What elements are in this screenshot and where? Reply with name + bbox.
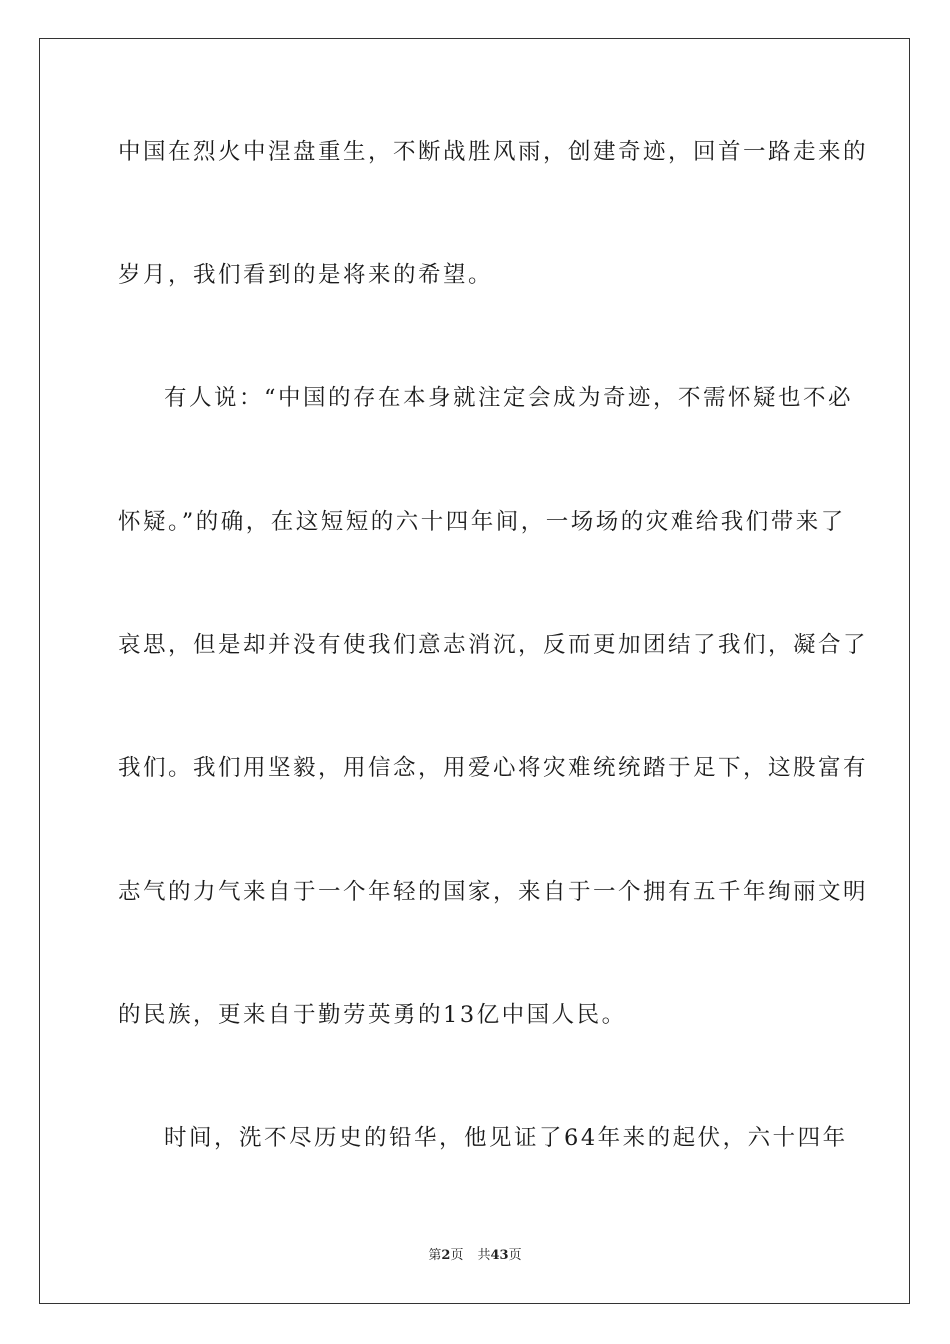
total-suffix: 页 [508,1248,522,1263]
text-line: 的民族，更来自于勤劳英勇的13亿中国人民。 [118,1002,627,1028]
page-prefix: 第 [428,1248,442,1263]
text-line: 我们。我们用坚毅，用信念，用爱心将灾难统统踏于足下，这股富有 [118,755,869,781]
text-line: 哀思，但是却并没有使我们意志消沉，反而更加团结了我们，凝合了 [118,632,869,658]
text-line: 志气的力气来自于一个年轻的国家，来自于一个拥有五千年绚丽文明 [118,879,869,905]
page-number: 2 [441,1248,451,1263]
text-line: 中国在烈火中涅盘重生，不断战胜风雨，创建奇迹，回首一路走来的 [118,139,869,165]
total-pages: 43 [490,1248,509,1263]
paragraph-start-line: 时间，洗不尽历史的铅华，他见证了64年来的起伏，六十四年 [164,1125,848,1151]
text-line: 岁月，我们看到的是将来的希望。 [118,262,494,288]
page-border [39,38,910,1304]
page-footer [0,1248,950,1264]
text-line: 怀疑。”的确，在这短短的六十四年间，一场场的灾难给我们带来了 [118,509,846,535]
total-prefix: 共 [477,1248,491,1263]
paragraph-start-line: 有人说：“中国的存在本身就注定会成为奇迹，不需怀疑也不必 [164,385,854,411]
page-suffix: 页 [450,1248,464,1263]
